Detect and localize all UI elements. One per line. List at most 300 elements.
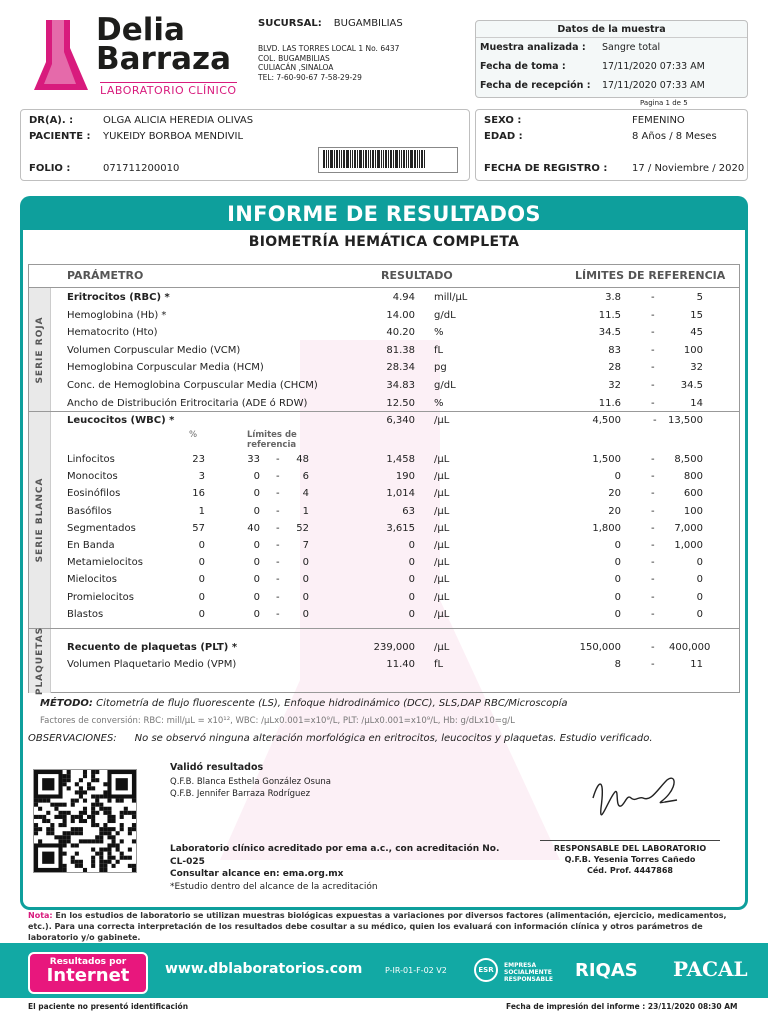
qr-module bbox=[128, 831, 132, 835]
qr-module bbox=[67, 831, 71, 835]
qr-module bbox=[103, 868, 107, 872]
qr-module bbox=[83, 807, 87, 811]
qr-module bbox=[91, 774, 95, 778]
barcode-bar bbox=[399, 150, 400, 168]
qr-module bbox=[120, 799, 124, 803]
qr-module bbox=[95, 803, 99, 807]
sample-title: Datos de la muestra bbox=[476, 21, 747, 38]
validator-name: Q.F.B. Blanca Esthela González Osuna bbox=[170, 777, 331, 787]
barcode-bar bbox=[350, 150, 351, 168]
qr-module bbox=[120, 827, 124, 831]
qr-code bbox=[33, 769, 137, 873]
qr-module bbox=[103, 827, 107, 831]
qr-module bbox=[132, 868, 136, 872]
barcode-bar bbox=[421, 150, 423, 168]
qr-module bbox=[91, 778, 95, 782]
qr-module bbox=[63, 839, 67, 843]
qr-module bbox=[34, 823, 38, 827]
table-row: Blastos 0 0 - 0 0 /µL 0 - 0 bbox=[67, 608, 703, 620]
qr-module bbox=[63, 864, 67, 868]
barcode-bar bbox=[352, 150, 353, 168]
qr-module bbox=[67, 770, 71, 774]
qr-module bbox=[34, 799, 38, 803]
branch-value: BUGAMBILIAS bbox=[333, 18, 403, 29]
barcode-bar bbox=[372, 150, 374, 168]
barcode bbox=[318, 147, 458, 173]
table-row: Linfocitos 23 33 - 48 1,458 /µL 1,500 - 8,500 bbox=[67, 454, 703, 465]
qr-module bbox=[79, 831, 83, 835]
qr-module bbox=[63, 774, 67, 778]
qr-module bbox=[107, 811, 111, 815]
qr-module bbox=[50, 827, 54, 831]
qr-module bbox=[58, 839, 62, 843]
qr-module bbox=[75, 831, 79, 835]
qr-module bbox=[99, 794, 103, 798]
brand-name-line2: Barraza bbox=[96, 41, 232, 77]
qr-module bbox=[34, 803, 38, 807]
website-link[interactable]: www.dblaboratorios.com bbox=[165, 961, 363, 977]
barcode-bar bbox=[359, 150, 362, 168]
qr-module bbox=[91, 770, 95, 774]
qr-module bbox=[132, 811, 136, 815]
qr-module bbox=[50, 803, 54, 807]
qr-module bbox=[91, 811, 95, 815]
qr-module bbox=[116, 848, 120, 852]
barcode-bar bbox=[424, 150, 425, 168]
qr-module bbox=[107, 835, 111, 839]
qr-module bbox=[116, 860, 120, 864]
qr-module bbox=[132, 823, 136, 827]
table-row: Volumen Corpuscular Medio (VCM) 81.38 fL 83 - 100 bbox=[67, 344, 703, 356]
qr-module bbox=[63, 782, 67, 786]
qr-module bbox=[71, 843, 75, 847]
table-row: Mielocitos 0 0 - 0 0 /µL 0 - 0 bbox=[67, 574, 703, 586]
conversion-factors: Factores de conversión: RBC: mill/µL = x10¹², WBC: /µLx0.001=x10⁹/L, PLT: /µLx0.001=x10⁹/L, Hb: g/dLx10=g/L bbox=[40, 716, 515, 726]
qr-module bbox=[107, 819, 111, 823]
sample-info-box bbox=[475, 20, 748, 98]
table-row: Ancho de Distribución Eritrocitaria (ADE ó RDW) 12.50 % 11.6 - 14 bbox=[67, 397, 703, 409]
qr-module bbox=[91, 807, 95, 811]
qr-module bbox=[63, 852, 67, 856]
qr-module bbox=[38, 815, 42, 819]
qr-module bbox=[132, 864, 136, 868]
patient-info-box bbox=[475, 109, 748, 181]
qr-module bbox=[79, 860, 83, 864]
qr-module bbox=[128, 856, 132, 860]
barcode-bar bbox=[368, 150, 369, 168]
barcode-bar bbox=[393, 150, 394, 168]
qr-module bbox=[42, 799, 46, 803]
qr-module bbox=[54, 803, 58, 807]
qr-module bbox=[75, 843, 79, 847]
folio-row: FOLIO : 071711200010 bbox=[29, 162, 180, 174]
qr-module bbox=[75, 860, 79, 864]
qr-module bbox=[107, 843, 111, 847]
section-red: SERIE ROJA bbox=[29, 288, 51, 411]
qr-module bbox=[71, 803, 75, 807]
qr-module bbox=[116, 799, 120, 803]
qr-module bbox=[46, 799, 50, 803]
table-row: Volumen Plaquetario Medio (VPM) 11.40 fL 8 - 11 bbox=[67, 659, 703, 670]
qr-module bbox=[83, 819, 87, 823]
qr-module bbox=[99, 848, 103, 852]
qr-module bbox=[107, 815, 111, 819]
table-row: En Banda 0 0 - 7 0 /µL 0 - 1,000 bbox=[67, 540, 703, 551]
qr-module bbox=[63, 811, 67, 815]
barcode-bar bbox=[341, 150, 342, 168]
qr-module bbox=[71, 856, 75, 860]
qr-module bbox=[67, 786, 71, 790]
qr-module bbox=[63, 868, 67, 872]
qr-module bbox=[83, 770, 87, 774]
accreditation: Laboratorio clínico acreditado por ema a.c., con acreditación No. CL-025 Consultar alcance en: ema.org.mx *Estudio dentro del alcance de la acreditación bbox=[170, 844, 500, 892]
branch-label: SUCURSAL: bbox=[258, 18, 322, 29]
qr-module bbox=[107, 799, 111, 803]
qr-module bbox=[79, 794, 83, 798]
qr-finder-center bbox=[42, 852, 54, 864]
branch-address bbox=[258, 44, 399, 82]
address-line: CULIACÁN ,SINALOA bbox=[258, 63, 334, 72]
qr-module bbox=[103, 831, 107, 835]
qr-module bbox=[87, 815, 91, 819]
qr-module bbox=[120, 811, 124, 815]
qr-module bbox=[38, 827, 42, 831]
barcode-bar bbox=[339, 150, 340, 168]
qr-module bbox=[54, 815, 58, 819]
barcode-bar bbox=[381, 150, 382, 168]
barcode-bar bbox=[365, 150, 367, 168]
lab-responsible: RESPONSABLE DEL LABORATORIO Q.F.B. Yesenia Torres Cañedo Céd. Prof. 4447868 bbox=[540, 840, 720, 876]
qr-module bbox=[112, 815, 116, 819]
qr-module bbox=[83, 868, 87, 872]
qr-module bbox=[54, 835, 58, 839]
barcode-bar bbox=[330, 150, 333, 168]
qr-module bbox=[71, 860, 75, 864]
barcode-bar bbox=[346, 150, 349, 168]
address-line: COL. BUGAMBILIAS bbox=[258, 53, 330, 63]
signature bbox=[585, 768, 685, 836]
qr-module bbox=[132, 815, 136, 819]
qr-module bbox=[120, 823, 124, 827]
qr-module bbox=[95, 778, 99, 782]
pct-limits-label: Límites de referencia bbox=[247, 430, 297, 450]
pct-label: % bbox=[189, 430, 198, 440]
qr-module bbox=[67, 835, 71, 839]
qr-module bbox=[46, 831, 50, 835]
divider bbox=[29, 628, 739, 629]
barcode-bar bbox=[395, 150, 398, 168]
qr-module bbox=[63, 823, 67, 827]
qr-module bbox=[103, 790, 107, 794]
qr-module bbox=[63, 815, 67, 819]
results-internet-button[interactable]: Resultados por Internet bbox=[28, 952, 148, 994]
qr-module bbox=[103, 811, 107, 815]
qr-module bbox=[79, 864, 83, 868]
brand-name-line1: Delia bbox=[96, 12, 185, 48]
report-title: INFORME DE RESULTADOS bbox=[227, 202, 541, 226]
qr-module bbox=[75, 799, 79, 803]
qr-module bbox=[38, 839, 42, 843]
qr-module bbox=[83, 774, 87, 778]
id-note: El paciente no presentó identificación bbox=[28, 1002, 189, 1011]
qr-module bbox=[116, 831, 120, 835]
qr-module bbox=[103, 823, 107, 827]
qr-module bbox=[95, 799, 99, 803]
table-row: Hemoglobina (Hb) * 14.00 g/dL 11.5 - 15 bbox=[67, 309, 703, 321]
qr-module bbox=[67, 811, 71, 815]
note: Nota: En los estudios de laboratorio se utilizan muestras biológicas expuestas a variaciones por diversos factores (alimentación, ejercicio, medicamentos, etc.). Para una correcta interpretación de los resultados debe cosultar a su médico, quien los evaluará con información clínica y otros parámetros de laboratorio y/o gabinete. bbox=[28, 911, 727, 942]
qr-module bbox=[91, 823, 95, 827]
qr-module bbox=[99, 852, 103, 856]
qr-module bbox=[95, 852, 99, 856]
barcode-bar bbox=[390, 150, 392, 168]
flask-icon bbox=[30, 18, 92, 94]
qr-module bbox=[38, 799, 42, 803]
qr-module bbox=[112, 839, 116, 843]
qr-module bbox=[75, 790, 79, 794]
qr-module bbox=[99, 807, 103, 811]
qr-module bbox=[79, 811, 83, 815]
qr-module bbox=[67, 778, 71, 782]
table-row: Hemoglobina Corpuscular Media (HCM) 28.34 pg 28 - 32 bbox=[67, 362, 703, 374]
table-row: Recuento de plaquetas (PLT) * 239,000 /µL 150,000 - 400,000 bbox=[67, 642, 711, 653]
barcode-bar bbox=[406, 150, 407, 168]
qr-module bbox=[107, 831, 111, 835]
qr-module bbox=[107, 807, 111, 811]
table-row: Basófilos 1 0 - 1 63 /µL 20 - 100 bbox=[67, 505, 703, 517]
qr-module bbox=[112, 843, 116, 847]
sex-row: SEXO : FEMENINO bbox=[484, 114, 685, 126]
qr-module bbox=[83, 799, 87, 803]
barcode-bar bbox=[383, 150, 384, 168]
method: MÉTODO: Citometría de flujo fluorescente (LS), Enfoque hidrodinámico (DCC), SLS,DAP RBC/Microscopía bbox=[40, 698, 568, 709]
qr-module bbox=[63, 843, 67, 847]
address-line: TEL: 7-60-90-67 7-58-29-29 bbox=[258, 72, 362, 82]
esr-logo: ESR EMPRESA SOCIALMENTE RESPONSABLE bbox=[474, 956, 564, 986]
qr-module bbox=[120, 852, 124, 856]
qr-module bbox=[112, 864, 116, 868]
qr-module bbox=[79, 786, 83, 790]
qr-module bbox=[83, 839, 87, 843]
qr-module bbox=[112, 827, 116, 831]
barcode-bar bbox=[408, 150, 409, 168]
qr-module bbox=[99, 856, 103, 860]
barcode-bar bbox=[385, 150, 387, 168]
qr-module bbox=[120, 856, 124, 860]
qr-module bbox=[54, 807, 58, 811]
report-subtitle: BIOMETRÍA HEMÁTICA COMPLETA bbox=[248, 234, 520, 250]
qr-module bbox=[91, 794, 95, 798]
qr-module bbox=[83, 790, 87, 794]
sample-row: Fecha de toma : 17/11/2020 07:33 AM bbox=[480, 61, 705, 72]
qr-module bbox=[91, 803, 95, 807]
qr-module bbox=[91, 864, 95, 868]
qr-module bbox=[103, 794, 107, 798]
table-row: Monocitos 3 0 - 6 190 /µL 0 - 800 bbox=[67, 471, 703, 483]
results-table bbox=[28, 264, 740, 696]
barcode-bar bbox=[336, 150, 338, 168]
qr-module bbox=[99, 868, 103, 872]
qr-module bbox=[87, 839, 91, 843]
table-row: Conc. de Hemoglobina Corpuscular Media (CHCM) 34.83 g/dL 32 - 34.5 bbox=[67, 380, 703, 391]
qr-module bbox=[63, 819, 67, 823]
qr-module bbox=[63, 803, 67, 807]
qr-module bbox=[91, 815, 95, 819]
qr-module bbox=[46, 811, 50, 815]
qr-module bbox=[107, 827, 111, 831]
register-date-row: FECHA DE REGISTRO : 17 / Noviembre / 2020 bbox=[484, 162, 745, 174]
qr-module bbox=[99, 835, 103, 839]
qr-module bbox=[58, 803, 62, 807]
table-row: Leucocitos (WBC) * 6,340 /µL 4,500 - 13,500 bbox=[67, 415, 703, 426]
qr-module bbox=[50, 831, 54, 835]
brand-tagline: LABORATORIO CLÍNICO bbox=[100, 84, 237, 97]
barcode-bar bbox=[414, 150, 416, 168]
qr-module bbox=[63, 831, 67, 835]
qr-module bbox=[34, 815, 38, 819]
qr-module bbox=[99, 860, 103, 864]
table-row: Hematocrito (Hto) 40.20 % 34.5 - 45 bbox=[67, 327, 703, 339]
qr-module bbox=[58, 835, 62, 839]
table-row: Promielocitos 0 0 - 0 0 /µL 0 - 0 bbox=[67, 591, 703, 603]
qr-module bbox=[95, 811, 99, 815]
qr-module bbox=[75, 864, 79, 868]
barcode-bar bbox=[401, 150, 402, 168]
qr-module bbox=[132, 799, 136, 803]
qr-module bbox=[91, 860, 95, 864]
qr-module bbox=[87, 786, 91, 790]
qr-module bbox=[34, 831, 38, 835]
qr-module bbox=[99, 827, 103, 831]
riqas-logo: RIQAS bbox=[575, 960, 638, 981]
qr-module bbox=[46, 827, 50, 831]
qr-module bbox=[99, 831, 103, 835]
qr-module bbox=[132, 839, 136, 843]
table-row: Metamielocitos 0 0 - 0 0 /µL 0 - 0 bbox=[67, 557, 703, 569]
brand-logo bbox=[30, 12, 245, 100]
qr-module bbox=[124, 856, 128, 860]
qr-finder-center bbox=[42, 778, 54, 790]
barcode-bar bbox=[370, 150, 371, 168]
qr-module bbox=[67, 774, 71, 778]
qr-module bbox=[79, 839, 83, 843]
qr-module bbox=[128, 864, 132, 868]
barcode-bar bbox=[334, 150, 335, 168]
doctor-row: DR(A). : OLGA ALICIA HEREDIA OLIVAS bbox=[29, 114, 254, 126]
qr-module bbox=[71, 831, 75, 835]
qr-module bbox=[128, 811, 132, 815]
qr-module bbox=[112, 819, 116, 823]
sample-row: Muestra analizada : Sangre total bbox=[480, 42, 661, 53]
qr-module bbox=[79, 819, 83, 823]
validation-block bbox=[170, 762, 331, 800]
qr-module bbox=[116, 843, 120, 847]
qr-module bbox=[75, 815, 79, 819]
qr-module bbox=[99, 803, 103, 807]
qr-module bbox=[91, 856, 95, 860]
validation-title: Validó resultados bbox=[170, 762, 264, 773]
qr-module bbox=[58, 815, 62, 819]
qr-module bbox=[91, 819, 95, 823]
qr-module bbox=[103, 860, 107, 864]
barcode-bar bbox=[354, 150, 356, 168]
qr-module bbox=[91, 848, 95, 852]
qr-module bbox=[71, 799, 75, 803]
section-white: SERIE BLANCA bbox=[29, 412, 51, 628]
qr-module bbox=[83, 811, 87, 815]
table-row: Eosinófilos 16 0 - 4 1,014 /µL 20 - 600 bbox=[67, 488, 703, 500]
barcode-bar bbox=[363, 150, 364, 168]
qr-module bbox=[79, 815, 83, 819]
header-result: RESULTADO bbox=[381, 269, 453, 282]
pacal-logo: PACAL bbox=[673, 957, 748, 981]
qr-module bbox=[107, 856, 111, 860]
qr-module bbox=[58, 823, 62, 827]
qr-module bbox=[103, 848, 107, 852]
age-row: EDAD : 8 Años / 8 Meses bbox=[484, 130, 717, 142]
divider bbox=[29, 287, 739, 288]
qr-module bbox=[124, 807, 128, 811]
qr-module bbox=[103, 782, 107, 786]
qr-module bbox=[79, 790, 83, 794]
barcode-bar bbox=[328, 150, 329, 168]
barcode-bar bbox=[326, 150, 327, 168]
observations: OBSERVACIONES: No se observó ninguna alteración morfológica en eritrocitos, leucocitos y plaquetas. Estudio verificado. bbox=[28, 733, 653, 744]
barcode-bar bbox=[377, 150, 380, 168]
section-platelets: PLAQUETAS bbox=[29, 629, 51, 693]
qr-module bbox=[107, 852, 111, 856]
qr-module bbox=[58, 811, 62, 815]
barcode-bar bbox=[403, 150, 405, 168]
qr-module bbox=[91, 786, 95, 790]
qr-module bbox=[120, 839, 124, 843]
sample-row: Fecha de recepción : 17/11/2020 07:33 AM bbox=[480, 80, 705, 91]
qr-module bbox=[50, 823, 54, 827]
barcode-bar bbox=[419, 150, 420, 168]
qr-module bbox=[71, 827, 75, 831]
qr-module bbox=[112, 835, 116, 839]
barcode-bar bbox=[417, 150, 418, 168]
qr-module bbox=[95, 770, 99, 774]
table-row: Segmentados 57 40 - 52 3,615 /µL 1,800 - 7,000 bbox=[67, 522, 703, 534]
barcode-bar bbox=[388, 150, 389, 168]
barcode-bar bbox=[410, 150, 413, 168]
address-line: BLVD. LAS TORRES LOCAL 1 No. 6437 bbox=[258, 44, 400, 53]
validator-name: Q.F.B. Jennifer Barraza Rodríguez bbox=[170, 789, 311, 799]
qr-module bbox=[42, 815, 46, 819]
qr-module bbox=[103, 864, 107, 868]
qr-module bbox=[99, 864, 103, 868]
qr-module bbox=[120, 815, 124, 819]
qr-module bbox=[71, 819, 75, 823]
qr-module bbox=[99, 839, 103, 843]
qr-module bbox=[46, 819, 50, 823]
qr-module bbox=[75, 827, 79, 831]
qr-module bbox=[67, 839, 71, 843]
qr-finder-center bbox=[116, 778, 128, 790]
qr-module bbox=[38, 807, 42, 811]
header-limits: LÍMITES DE REFERENCIA bbox=[575, 269, 726, 282]
qr-module bbox=[75, 852, 79, 856]
qr-module bbox=[95, 839, 99, 843]
qr-module bbox=[95, 835, 99, 839]
form-code: P-IR-01-F-02 V2 bbox=[385, 966, 447, 975]
qr-module bbox=[95, 794, 99, 798]
qr-module bbox=[128, 848, 132, 852]
qr-module bbox=[79, 778, 83, 782]
qr-module bbox=[75, 782, 79, 786]
barcode-bar bbox=[375, 150, 376, 168]
